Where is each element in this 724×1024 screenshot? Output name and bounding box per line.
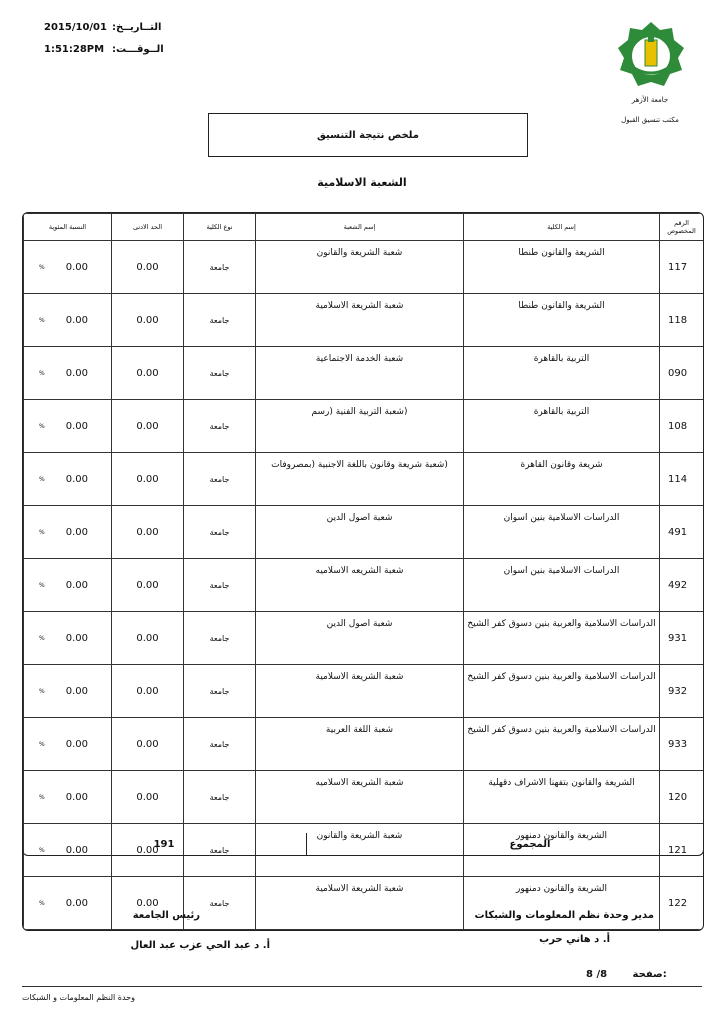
table-row bbox=[24, 877, 704, 930]
cell-division: شعبة الشريعة الاسلامية bbox=[256, 665, 464, 718]
table-row bbox=[24, 718, 704, 771]
cell-min: 0.00 bbox=[112, 612, 184, 665]
cell-type: جامعة bbox=[184, 241, 256, 294]
cell-code: 492 bbox=[660, 559, 704, 612]
cell-division: شعبة الشريعه الاسلاميه bbox=[256, 559, 464, 612]
date-row bbox=[44, 22, 107, 33]
cell-type: جامعة bbox=[184, 506, 256, 559]
col-header-code: الرقم المخصوص bbox=[660, 214, 704, 241]
cell-code: 118 bbox=[660, 294, 704, 347]
page-number bbox=[586, 969, 667, 980]
percent-sign: % bbox=[39, 740, 45, 748]
cell-percentage bbox=[24, 294, 112, 347]
cell-college: الشريعة والقانون بتفهنا الاشراف دقهلية bbox=[464, 771, 660, 824]
footer-divider bbox=[22, 986, 702, 987]
office-name: مكتب تنسيق القبول bbox=[621, 116, 679, 124]
cell-type: جامعة bbox=[184, 877, 256, 930]
time-label: الــوقـــت: bbox=[112, 44, 164, 55]
percent-sign: % bbox=[39, 316, 45, 324]
percentage-value: 0.00 bbox=[65, 897, 88, 909]
cell-type: جامعة bbox=[184, 400, 256, 453]
time-value: 1:51:28PM bbox=[44, 44, 105, 55]
cell-min: 0.00 bbox=[112, 559, 184, 612]
cell-min: 0.00 bbox=[112, 453, 184, 506]
cell-college: الشريعة والقانون دمنهور bbox=[464, 877, 660, 930]
total-value: 191 bbox=[22, 833, 307, 855]
cell-min: 0.00 bbox=[112, 506, 184, 559]
cell-division: (شعبة شريعة وقانون باللغة الاجنبية (بمصروفات bbox=[256, 453, 464, 506]
table-row bbox=[24, 347, 704, 400]
percentage-value: 0.00 bbox=[65, 791, 88, 803]
cell-percentage bbox=[24, 612, 112, 665]
cell-college: الدراسات الاسلامية والعربية بنين دسوق كفر الشيخ bbox=[464, 718, 660, 771]
table-row bbox=[24, 771, 704, 824]
cell-type: جامعة bbox=[184, 771, 256, 824]
cell-college: التربية بالقاهرة bbox=[464, 347, 660, 400]
cell-code: 108 bbox=[660, 400, 704, 453]
cell-division: شعبة الخدمة الاجتماعية bbox=[256, 347, 464, 400]
time-row bbox=[44, 44, 104, 55]
cell-division: شعبة الشريعة الاسلامية bbox=[256, 877, 464, 930]
president-title: رئيس الجامعة bbox=[132, 910, 200, 921]
cell-type: جامعة bbox=[184, 294, 256, 347]
cell-percentage bbox=[24, 877, 112, 930]
percentage-value: 0.00 bbox=[65, 367, 88, 379]
page-label: صفحة: bbox=[632, 969, 667, 980]
table-row bbox=[24, 241, 704, 294]
percentage-value: 0.00 bbox=[65, 526, 88, 538]
table-row bbox=[24, 294, 704, 347]
cell-type: جامعة bbox=[184, 612, 256, 665]
cell-type: جامعة bbox=[184, 718, 256, 771]
percent-sign: % bbox=[39, 528, 45, 536]
cell-min: 0.00 bbox=[112, 347, 184, 400]
total-label: المجموع bbox=[509, 838, 551, 850]
cell-min: 0.00 bbox=[112, 771, 184, 824]
cell-division: شعبة الشريعة الاسلاميه bbox=[256, 771, 464, 824]
percentage-value: 0.00 bbox=[65, 844, 88, 856]
col-header-type: نوع الكلية bbox=[184, 214, 256, 241]
table-row bbox=[24, 559, 704, 612]
cell-college: الشريعة والقانون طنطا bbox=[464, 294, 660, 347]
footer-text: وحدة النظم المعلومات و الشبكات bbox=[22, 993, 135, 1002]
cell-min: 0.00 bbox=[112, 241, 184, 294]
cell-code: 114 bbox=[660, 453, 704, 506]
results-table bbox=[22, 212, 704, 931]
percent-sign: % bbox=[39, 369, 45, 377]
percentage-value: 0.00 bbox=[65, 685, 88, 697]
col-header-percentage: النسبة المئوية bbox=[24, 214, 112, 241]
it-director-title: مدير وحدة نظم المعلومات والشبكات bbox=[474, 910, 654, 921]
section-title: الشعبة الاسلامية bbox=[317, 176, 407, 189]
cell-code: 933 bbox=[660, 718, 704, 771]
percent-sign: % bbox=[39, 581, 45, 589]
cell-percentage bbox=[24, 771, 112, 824]
table-row bbox=[24, 453, 704, 506]
percentage-value: 0.00 bbox=[65, 261, 88, 273]
cell-percentage bbox=[24, 453, 112, 506]
cell-college: شريعة وقانون القاهرة bbox=[464, 453, 660, 506]
col-header-division: إسم الشعبة bbox=[256, 214, 464, 241]
table-row bbox=[24, 506, 704, 559]
cell-code: 932 bbox=[660, 665, 704, 718]
cell-division: شعبة الشريعة الاسلامية bbox=[256, 294, 464, 347]
percentage-value: 0.00 bbox=[65, 632, 88, 644]
cell-code: 122 bbox=[660, 877, 704, 930]
cell-code: 090 bbox=[660, 347, 704, 400]
date-label: التــاريــخ: bbox=[112, 22, 162, 33]
report-title: ملخص نتيجة التنسيق bbox=[208, 113, 528, 157]
cell-percentage bbox=[24, 506, 112, 559]
cell-min: 0.00 bbox=[112, 665, 184, 718]
col-header-min: الحد الادنى bbox=[112, 214, 184, 241]
university-name: جامعة الأزهر bbox=[631, 96, 669, 104]
table-row bbox=[24, 612, 704, 665]
cell-college: الدراسات الاسلامية والعربية بنين دسوق كفر الشيخ bbox=[464, 665, 660, 718]
it-director-name: أ. د هاني حرب bbox=[539, 934, 610, 945]
cell-percentage bbox=[24, 665, 112, 718]
cell-type: جامعة bbox=[184, 824, 256, 877]
percent-sign: % bbox=[39, 846, 45, 854]
percent-sign: % bbox=[39, 634, 45, 642]
col-header-college: إسم الكلية bbox=[464, 214, 660, 241]
percent-sign: % bbox=[39, 475, 45, 483]
cell-percentage bbox=[24, 400, 112, 453]
cell-percentage bbox=[24, 347, 112, 400]
cell-college: الدراسات الاسلامية بنين اسوان bbox=[464, 506, 660, 559]
cell-type: جامعة bbox=[184, 347, 256, 400]
president-name: أ. د عبد الحي عزب عبد العال bbox=[130, 940, 270, 951]
cell-type: جامعة bbox=[184, 665, 256, 718]
percentage-value: 0.00 bbox=[65, 473, 88, 485]
cell-min: 0.00 bbox=[112, 718, 184, 771]
table-header-row bbox=[24, 214, 704, 241]
cell-college: التربية بالقاهرة bbox=[464, 400, 660, 453]
cell-min: 0.00 bbox=[112, 824, 184, 877]
cell-type: جامعة bbox=[184, 559, 256, 612]
cell-college: الدراسات الاسلامية بنين اسوان bbox=[464, 559, 660, 612]
percent-sign: % bbox=[39, 422, 45, 430]
cell-college: الشريعة والقانون دمنهور bbox=[464, 824, 660, 877]
date-value: 2015/10/01 bbox=[44, 22, 107, 33]
cell-code: 491 bbox=[660, 506, 704, 559]
percent-sign: % bbox=[39, 793, 45, 801]
cell-division: شعبة الشريعة والقانون bbox=[256, 824, 464, 877]
cell-code: 120 bbox=[660, 771, 704, 824]
cell-code: 117 bbox=[660, 241, 704, 294]
cell-division: شعبة اصول الدين bbox=[256, 612, 464, 665]
cell-percentage bbox=[24, 559, 112, 612]
percent-sign: % bbox=[39, 899, 45, 907]
percentage-value: 0.00 bbox=[65, 314, 88, 326]
cell-code: 931 bbox=[660, 612, 704, 665]
cell-college: الشريعة والقانون طنطا bbox=[464, 241, 660, 294]
page-value: 8 /8 bbox=[586, 969, 608, 980]
cell-type: جامعة bbox=[184, 453, 256, 506]
percentage-value: 0.00 bbox=[65, 738, 88, 750]
cell-division: شعبة اصول الدين bbox=[256, 506, 464, 559]
cell-code: 121 bbox=[660, 824, 704, 877]
cell-division: شعبة اللغة العربية bbox=[256, 718, 464, 771]
cell-percentage bbox=[24, 718, 112, 771]
percent-sign: % bbox=[39, 687, 45, 695]
percent-sign: % bbox=[39, 263, 45, 271]
percentage-value: 0.00 bbox=[65, 579, 88, 591]
cell-min: 0.00 bbox=[112, 400, 184, 453]
cell-percentage bbox=[24, 241, 112, 294]
percentage-value: 0.00 bbox=[65, 420, 88, 432]
cell-min: 0.00 bbox=[112, 294, 184, 347]
cell-min: 0.00 bbox=[112, 877, 184, 930]
cell-division: (شعبة التربية الفنية (رسم bbox=[256, 400, 464, 453]
cell-division: شعبة الشريعة والقانون bbox=[256, 241, 464, 294]
cell-college: الدراسات الاسلامية والعربية بنين دسوق كفر الشيخ bbox=[464, 612, 660, 665]
table-row bbox=[24, 665, 704, 718]
al-azhar-logo bbox=[612, 20, 690, 92]
table-row bbox=[24, 400, 704, 453]
